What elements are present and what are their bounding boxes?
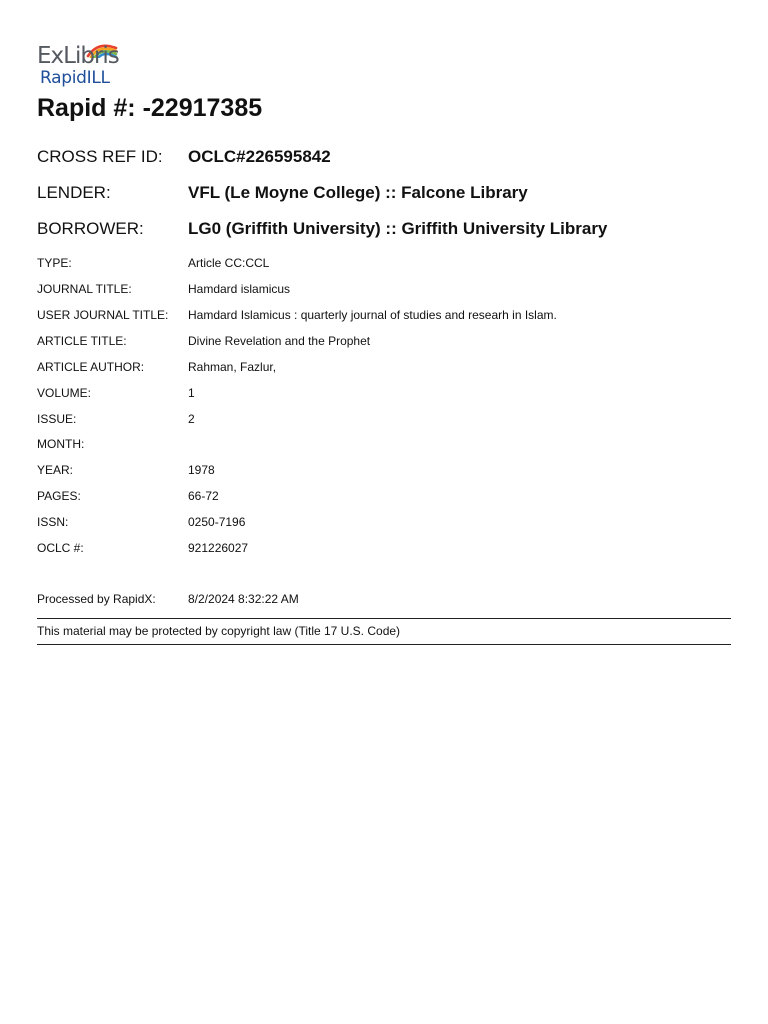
logo-brand-text: ExLibris	[37, 43, 119, 69]
field-value: Article CC:CCL	[188, 256, 270, 270]
field-label: ISSUE:	[37, 412, 77, 426]
field-value: VFL (Le Moyne College) :: Falcone Library	[188, 183, 528, 202]
field-label: MONTH:	[37, 437, 85, 451]
field-value: Rahman, Fazlur,	[188, 360, 277, 374]
copyright-notice: This material may be protected by copyright law (Title 17 U.S. Code)	[37, 624, 401, 638]
rapid-number-title: Rapid #: -22917385	[37, 94, 263, 122]
processed-label: Processed by RapidX:	[37, 592, 156, 606]
field-label: ISSN:	[37, 515, 69, 529]
divider-top	[37, 618, 731, 619]
field-label: PAGES:	[37, 489, 81, 503]
field-value: Divine Revelation and the Prophet	[188, 334, 371, 348]
field-value: Hamdard islamicus	[188, 282, 291, 296]
field-label: USER JOURNAL TITLE:	[37, 308, 169, 322]
field-label: LENDER:	[37, 183, 111, 202]
field-value: 0250-7196	[188, 515, 246, 529]
field-value: OCLC#226595842	[188, 147, 331, 166]
field-label: OCLC #:	[37, 541, 84, 555]
field-label: JOURNAL TITLE:	[37, 282, 132, 296]
field-label: VOLUME:	[37, 386, 92, 400]
field-value: LG0 (Griffith University) :: Griffith University Library	[188, 219, 608, 238]
field-label: ARTICLE TITLE:	[37, 334, 127, 348]
divider-bottom	[37, 644, 731, 645]
field-value: Hamdard Islamicus : quarterly journal of studies and researh in Islam.	[188, 308, 557, 322]
field-label: BORROWER:	[37, 219, 144, 238]
exlibris-rapidill-logo	[36, 38, 132, 94]
field-value: 921226027	[188, 541, 249, 555]
field-value: 66-72	[188, 489, 219, 503]
field-label: YEAR:	[37, 463, 74, 477]
field-value: 2	[188, 412, 195, 426]
logo-product-text: RapidILL	[40, 68, 110, 88]
field-value: 1978	[188, 463, 215, 477]
field-value: 1	[188, 386, 195, 400]
field-label: CROSS REF ID:	[37, 147, 163, 166]
field-label: ARTICLE AUTHOR:	[37, 360, 145, 374]
field-label: TYPE:	[37, 256, 72, 270]
processed-timestamp: 8/2/2024 8:32:22 AM	[188, 592, 299, 606]
